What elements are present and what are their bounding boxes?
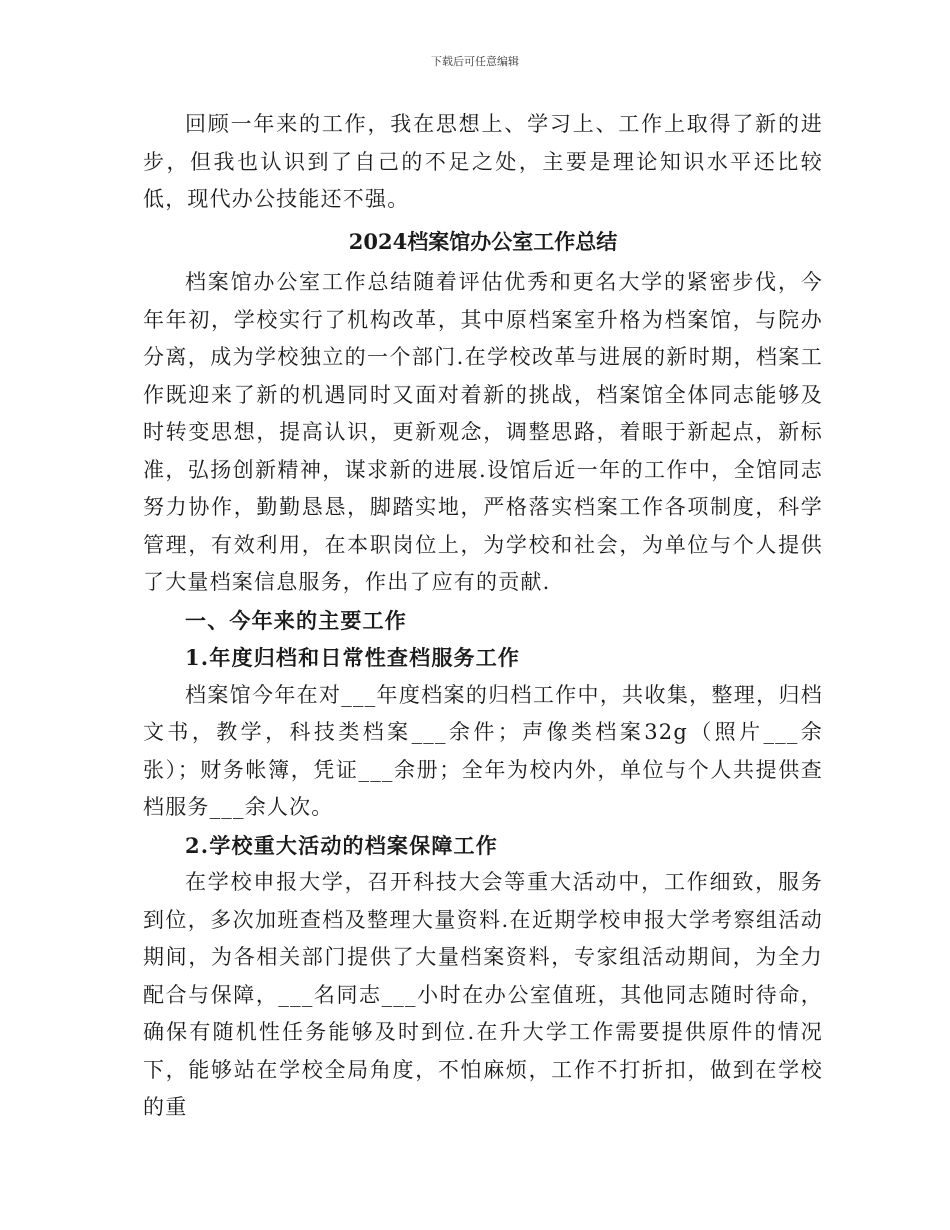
intro-paragraph: 档案馆办公室工作总结随着评估优秀和更名大学的紧密步伐，今年年初，学校实行了机构改革，其中原档案室升格为档案馆，与院办分离，成为学校独立的一个部门.在学校改革与进展的新时期，档案工作既迎来了新的机遇同时又面对着新的挑战，档案馆全体同志能够及时转变思想，提高认识，更新观念，调整思路，着眼于新起点，新标准，弘扬创新精神，谋求新的进展.设馆后近一年的工作中，全馆同志努力协作，勤勤恳恳，脚踏实地，严格落实档案工作各项制度，科学管理，有效利用，在本职岗位上，为学校和社会，为单位与个人提供了大量档案信息服务，作出了应有的贡献. bbox=[143, 270, 823, 594]
review-paragraph: 回顾一年来的工作，我在思想上、学习上、工作上取得了新的进步，但我也认识到了自己的不足之处，主要是理论知识水平还比较低，现代办公技能还不强。 bbox=[143, 112, 823, 211]
item1-heading: 1.年度归档和日常性查档服务工作 bbox=[185, 645, 521, 670]
section-heading: 一、今年来的主要工作 bbox=[185, 607, 407, 633]
header-note: 下载后可任意编辑 bbox=[431, 55, 519, 68]
item2-heading: 2.学校重大活动的档案保障工作 bbox=[185, 832, 498, 858]
document-title: 2024档案馆办公室工作总结 bbox=[348, 228, 618, 254]
document-body bbox=[143, 106, 823, 1127]
item2-body: 在学校申报大学，召开科技大会等重大活动中，工作细致，服务到位，多次加班查档及整理大量资料.在近期学校申报大学考察组活动期间，为各相关部门提供了大量档案资料，专家组活动期间，为全力配合与保障，___名同志___小时在办公室值班，其他同志随时待命，确保有随机性任务能够及时到位.在升大学工作需要提供原件的情况下，能够站在学校全局角度，不怕麻烦，工作不打折扣，做到在学校的重 bbox=[143, 870, 823, 1119]
item1-body: 档案馆今年在对___年度档案的归档工作中，共收集，整理，归档文书，教学，科技类档案___余件；声像类档案32g（照片___余张）；财务帐簿，凭证___余册；全年为校内外，单位与个人共提供查档服务___余人次。 bbox=[143, 682, 823, 819]
